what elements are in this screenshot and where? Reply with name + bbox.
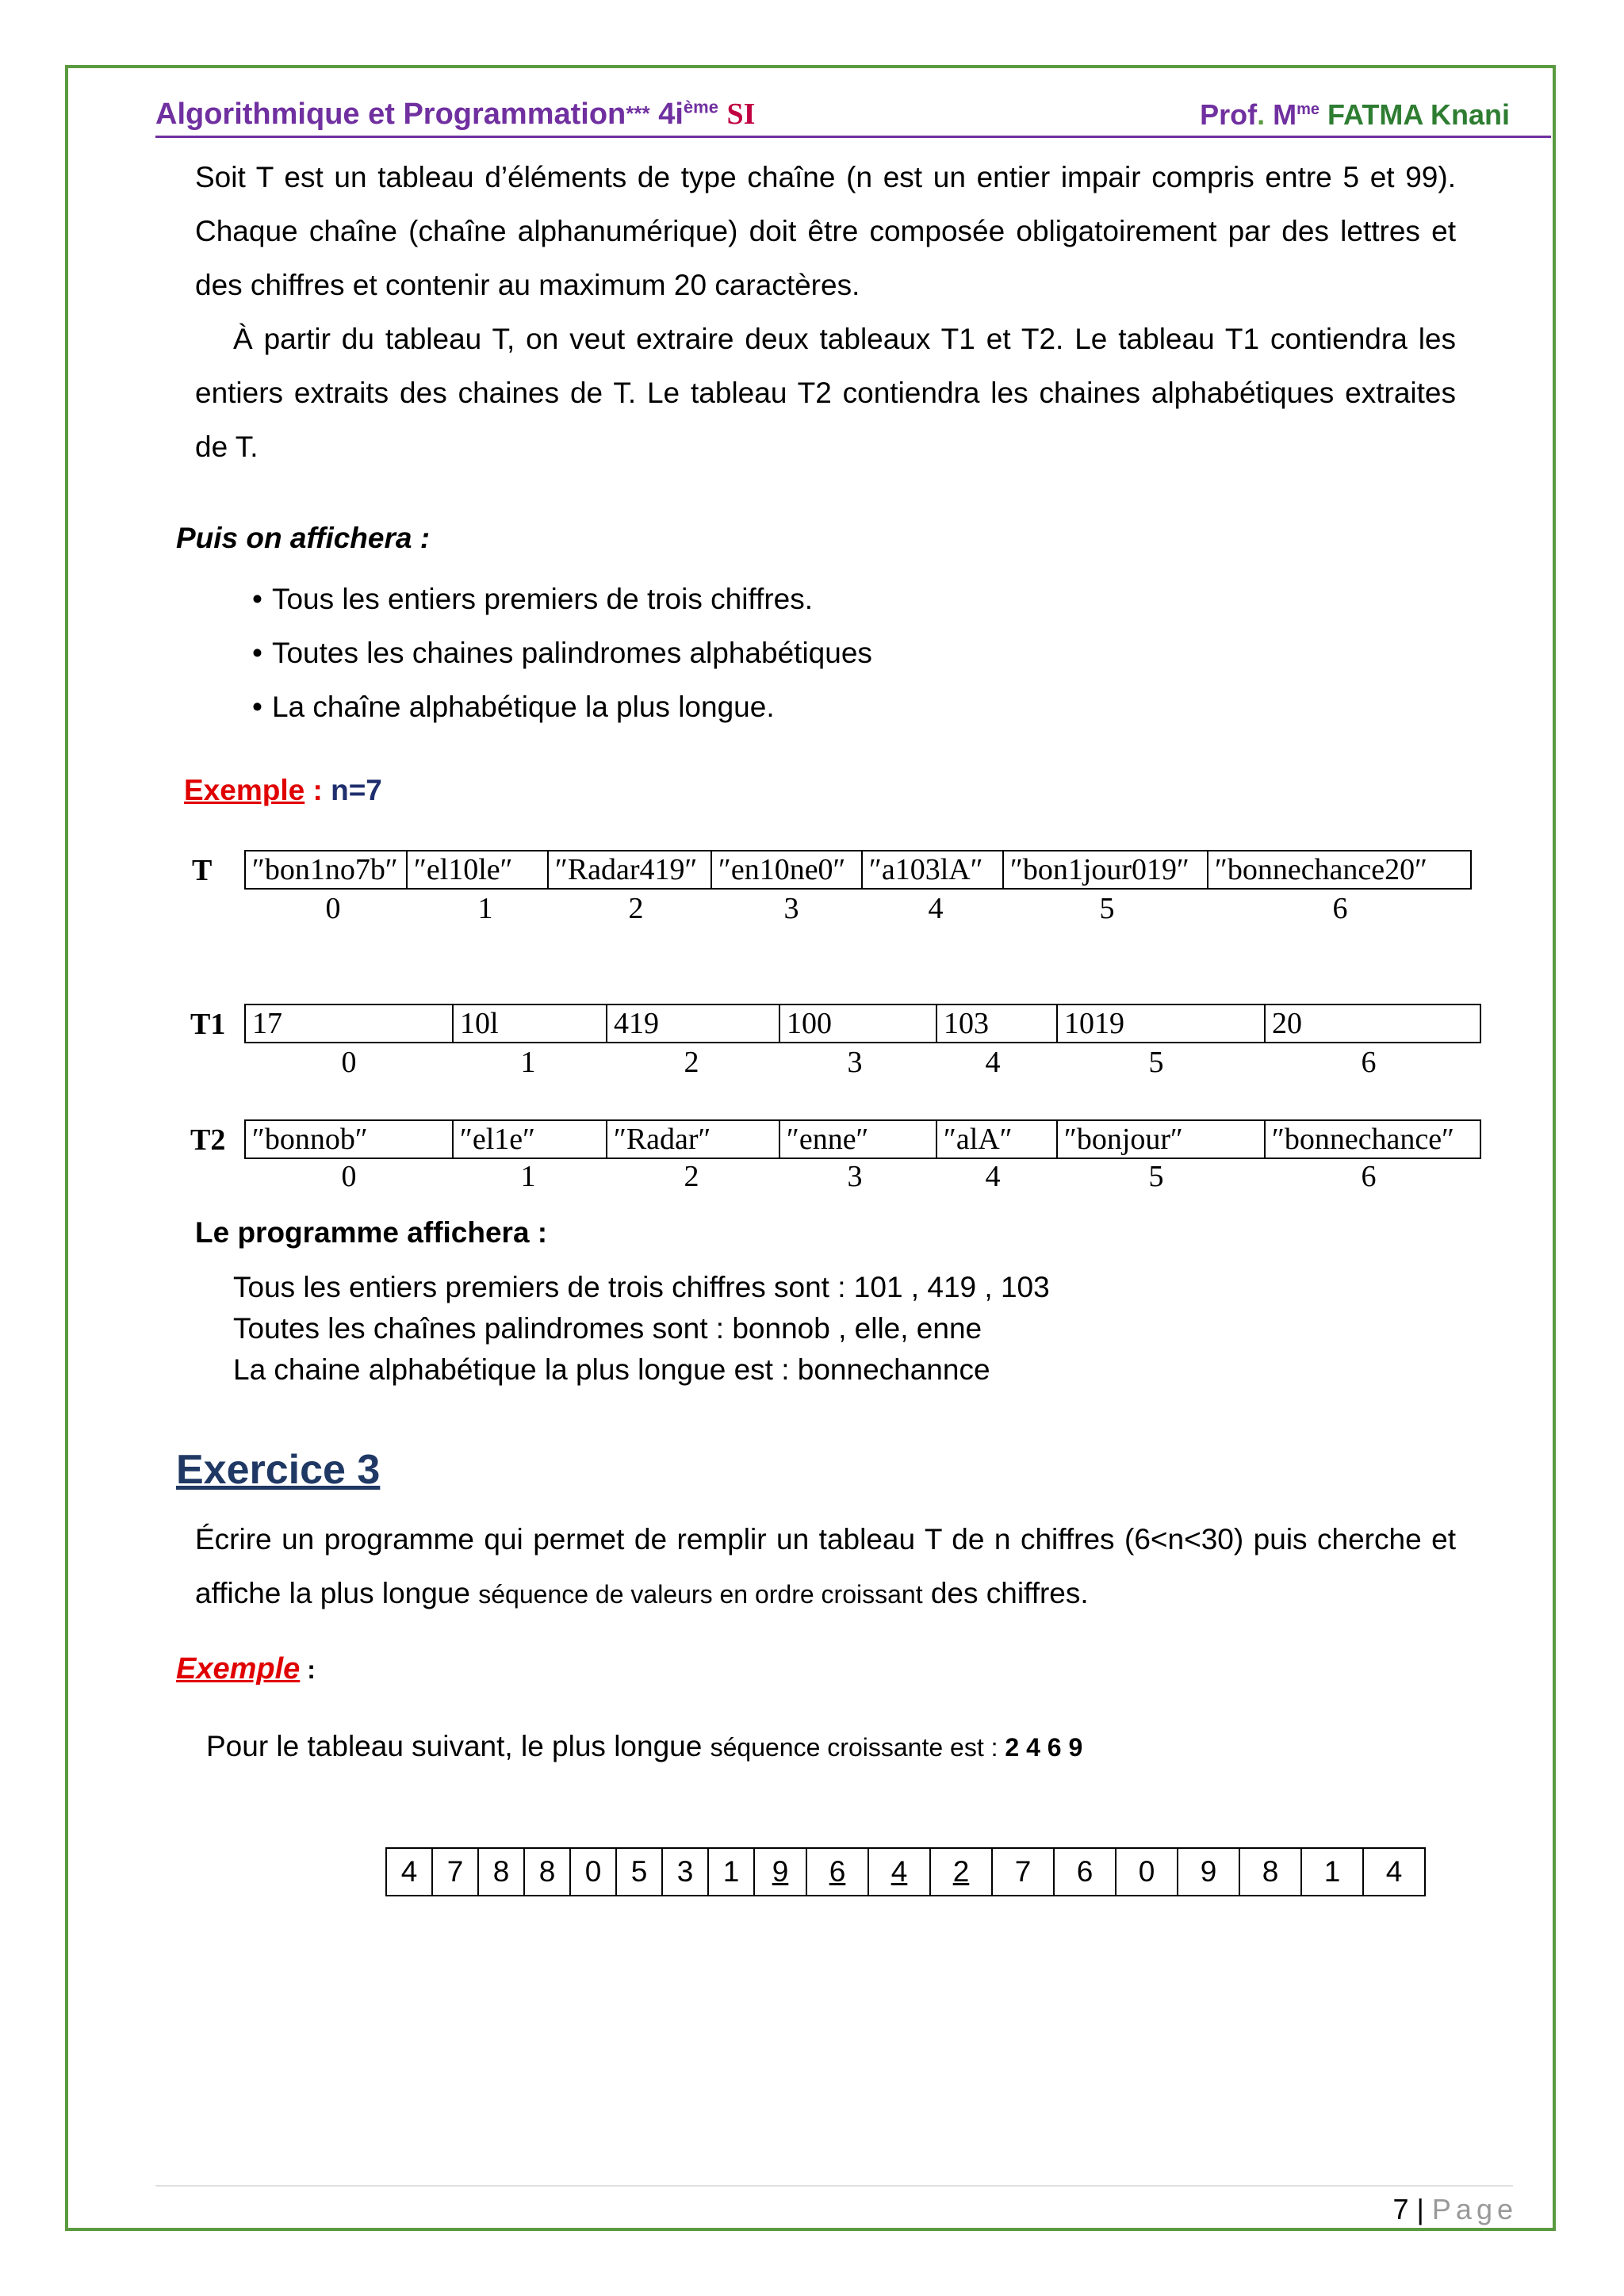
- page-footer: [1393, 2193, 1519, 2226]
- array-T2-cell: ″el1e″: [453, 1120, 607, 1158]
- array-T-index: 4: [928, 892, 944, 925]
- digit-cell: 3: [662, 1848, 708, 1896]
- array-T1-index: 5: [1148, 1046, 1164, 1079]
- digit-cell: 4: [386, 1848, 432, 1896]
- array-T2-cell: ″bonnob″: [245, 1120, 453, 1158]
- program-output: [233, 1267, 1050, 1391]
- array-T-cell: ″el10le″: [407, 851, 548, 889]
- array-T: [244, 850, 1472, 890]
- array-T2-cell: ″bonjour″: [1057, 1120, 1265, 1158]
- intro-paragraph-2: À partir du tableau T, on veut extraire deux tableaux T1 et T2. Le tableau T1 contiendra les entiers extraits des chaines de T. Le tableau T2 contiendra les chaines alphabétiques extraites de T.: [195, 323, 1456, 463]
- array-T1-index: 1: [520, 1046, 536, 1079]
- array-T1-cell: 17: [245, 1004, 453, 1043]
- digit-cell: 1: [708, 1848, 754, 1896]
- page-number: 7: [1392, 2193, 1409, 2225]
- array-T2: [244, 1119, 1481, 1159]
- array-T-index: 1: [477, 892, 493, 925]
- array-T2-cell: ″Radar″: [607, 1120, 779, 1158]
- list-item: • La chaîne alphabétique la plus longue.: [252, 680, 872, 734]
- program-output-title: Le programme affichera :: [195, 1216, 548, 1249]
- intro-paragraph-1: Soit T est un tableau d’éléments de type chaîne (n est un entier impair compris entre 5 et 99). Chaque chaîne (chaîne alphanumérique) doit être composée obligatoirement par des lettres et des chiffres et contenir au maximum 20 caractères.: [195, 161, 1456, 301]
- example-1-heading: [184, 774, 382, 807]
- array-T1: [244, 1004, 1481, 1043]
- array-T1-name: T1: [190, 1008, 226, 1041]
- array-T1-cell: 20: [1265, 1004, 1480, 1043]
- digit-cell: 9: [754, 1848, 806, 1896]
- array-T1-index: 4: [985, 1046, 1001, 1079]
- prof-m: M: [1273, 98, 1297, 131]
- array-T-index: 3: [783, 892, 799, 925]
- array-T-cell: ″en10ne0″: [711, 851, 862, 889]
- array-T1-cell: 1019: [1057, 1004, 1265, 1043]
- array-T2-cell: ″bonnechance″: [1265, 1120, 1480, 1158]
- output-line: Tous les entiers premiers de trois chiffres sont : 101 , 419 , 103: [233, 1271, 1050, 1303]
- example-n: n=7: [331, 774, 382, 806]
- digit-cell: 9: [1178, 1848, 1239, 1896]
- exercise-3-title: Exercice 3: [176, 1447, 381, 1493]
- page-label: Page: [1431, 2193, 1518, 2225]
- course-title: Algorithmique et Programmation: [155, 98, 626, 131]
- puis-heading: Puis on affichera :: [176, 522, 431, 554]
- array-T2-index: 4: [985, 1160, 1001, 1193]
- digit-cell: 0: [1116, 1848, 1178, 1896]
- array-T-index: 0: [325, 892, 341, 925]
- array-T-cell: ″bon1jour019″: [1003, 851, 1208, 889]
- digit-cell: 8: [478, 1848, 524, 1896]
- exercise-3-statement: [195, 1513, 1456, 1621]
- digits-table: [385, 1847, 1426, 1896]
- array-T2-index: 2: [684, 1160, 699, 1193]
- output-line: Toutes les chaînes palindromes sont : bonnob , elle, enne: [233, 1312, 982, 1345]
- exercise-3-example-text: [206, 1730, 1082, 1763]
- header-author: [1200, 98, 1510, 132]
- array-T-cell: ″Radar419″: [548, 851, 711, 889]
- example-answer: 2 4 6 9: [1005, 1733, 1083, 1762]
- digit-cell: 7: [432, 1848, 478, 1896]
- array-T1-index: 0: [341, 1046, 357, 1079]
- array-T-cell: ″bonnechance20″: [1208, 851, 1471, 889]
- array-T2-cell: ″alA″: [936, 1120, 1057, 1158]
- digit-cell: 0: [570, 1848, 616, 1896]
- array-T-index: 5: [1099, 892, 1115, 925]
- array-T-name: T: [192, 854, 213, 887]
- digit-cell: 8: [524, 1848, 570, 1896]
- example-colon: :: [304, 774, 331, 806]
- array-T2-cell: ″enne″: [779, 1120, 936, 1158]
- header-divider: [155, 136, 1551, 138]
- array-T-cell: ″a103lA″: [862, 851, 1003, 889]
- prof-dot: .: [1257, 98, 1266, 131]
- digit-cell: 6: [1054, 1848, 1116, 1896]
- array-T2-index: 6: [1361, 1160, 1377, 1193]
- array-T1-cell: 103: [936, 1004, 1057, 1043]
- array-T1-cell: 419: [607, 1004, 779, 1043]
- digit-cell: 8: [1239, 1848, 1301, 1896]
- statement-part: des chiffres.: [922, 1577, 1089, 1609]
- array-T2-name: T2: [190, 1123, 226, 1157]
- digit-cell: 4: [868, 1848, 930, 1896]
- array-T-index: 6: [1332, 892, 1348, 925]
- header-section: SI: [726, 98, 756, 131]
- statement-part: Écrire un programme qui permet de remplir un tableau T de n chiffres (6<n<30) puis cherche et affiche la plus longue: [195, 1523, 1456, 1609]
- header-stars: ***: [626, 101, 650, 125]
- array-T1-cell: 10l: [453, 1004, 607, 1043]
- requirements-list: [252, 572, 872, 734]
- list-item: • Tous les entiers premiers de trois chiffres.: [252, 572, 872, 626]
- array-T2-index: 1: [520, 1160, 536, 1193]
- example-label: Exemple: [184, 774, 305, 806]
- prof-prefix: Prof: [1200, 98, 1258, 131]
- array-T1-cell: 100: [779, 1004, 936, 1043]
- example-text-part: Pour le tableau suivant, le plus longue: [206, 1730, 710, 1762]
- statement-part: séquence de valeurs en ordre croissant: [478, 1580, 923, 1609]
- array-T2-index: 5: [1148, 1160, 1164, 1193]
- list-item: • Toutes les chaines palindromes alphabétiques: [252, 626, 872, 680]
- page-separator: |: [1416, 2193, 1424, 2225]
- prof-name: FATMA Knani: [1327, 98, 1510, 131]
- array-T-cell: ″bon1no7b″: [245, 851, 407, 889]
- example-label: Exemple: [176, 1652, 301, 1686]
- array-T2-index: 3: [847, 1160, 863, 1193]
- digit-cell: 5: [616, 1848, 662, 1896]
- header-title: [155, 97, 755, 132]
- output-line: La chaine alphabétique la plus longue est : bonnechannce: [233, 1353, 990, 1386]
- example-text-part: séquence croissante est :: [710, 1733, 1005, 1762]
- digit-cell: 2: [930, 1848, 992, 1896]
- array-T-index: 2: [628, 892, 644, 925]
- digit-cell: 6: [806, 1848, 868, 1896]
- header-level: 4i: [658, 98, 684, 131]
- array-T2-index: 0: [341, 1160, 357, 1193]
- digit-cell: 7: [992, 1848, 1054, 1896]
- prof-sup: me: [1297, 101, 1320, 118]
- exercise-3-example-heading: [176, 1652, 316, 1686]
- array-T1-index: 3: [847, 1046, 863, 1079]
- header-level-sup: ème: [683, 97, 718, 117]
- digit-cell: 1: [1301, 1848, 1363, 1896]
- example-colon: :: [300, 1655, 316, 1684]
- array-T1-index: 6: [1361, 1046, 1377, 1079]
- footer-divider: [155, 2185, 1513, 2187]
- array-T1-index: 2: [684, 1046, 699, 1079]
- digit-cell: 4: [1363, 1848, 1425, 1896]
